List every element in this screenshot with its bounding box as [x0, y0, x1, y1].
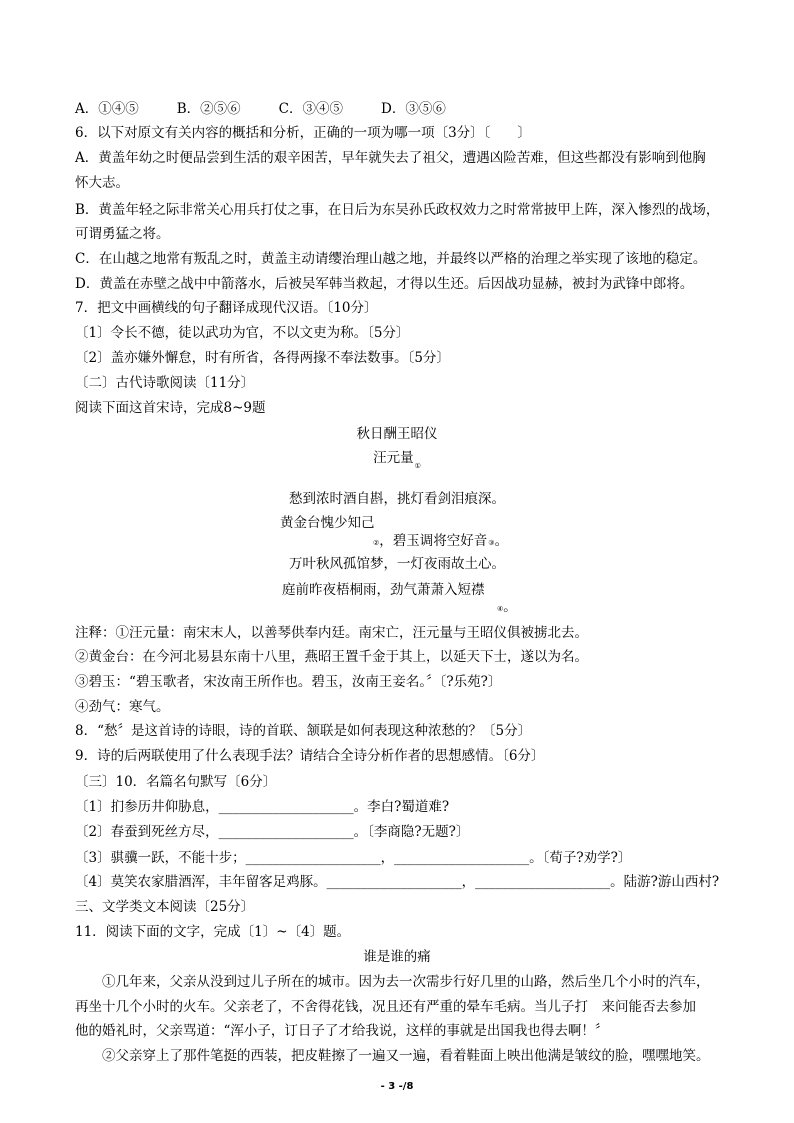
section-poetry-heading: 〔二〕古代诗歌阅读〔11分〕 [75, 375, 255, 391]
poem-line-1: 愁到浓时酒自斟，挑灯看剑泪痕深。 [289, 491, 505, 507]
poem-note-2: ② [373, 539, 380, 547]
poem-title: 秋日酬王昭仪 [356, 426, 438, 442]
q5-options [75, 100, 484, 118]
q6-option-a: A．黄盖年幼之时便品尝到生活的艰辛困苦，早年就失去了祖父，遭遇凶险苦难，但这些都没有影响到他胸 [75, 150, 706, 166]
poem-author: 汪元量 [373, 450, 414, 466]
poem-line-2a: 黄金台愧少知己 [280, 515, 375, 531]
section-literature-heading: 三、文学类文本阅读〔25分〕 [75, 899, 255, 915]
option-b: B．②⑤⑥ [176, 101, 241, 117]
q10-item-3: 〔3〕骐骥一跃，不能十步；____________________，____________________。〔荀子?劝学?〕 [75, 850, 632, 866]
poem-line-4-end: ④。 [497, 599, 517, 615]
option-c: C．③④⑤ [278, 101, 344, 117]
question-7: 7．把文中画横线的句子翻译成现代汉语。〔10分〕 [75, 300, 378, 316]
story-paragraph-1-cont2: 他的婚礼时，父亲骂道：“浑小子，订日子了才给我说，这样的事就是出国我也得去啊！〞 [75, 1023, 609, 1039]
question-10: 〔三〕10．名篇名句默写〔6分〕 [75, 774, 277, 790]
q7-item-1: 〔1〕令长不德，徒以武功为官，不以文吏为称。〔5分〕 [75, 325, 410, 341]
q10-item-4: 〔4〕莫笑农家腊酒浑，丰年留客足鸡豚。____________________，____________________。陆游?游山西村? [75, 874, 720, 890]
option-a: A．①④⑤ [75, 101, 139, 117]
annotation-4: ④劲气：寒气。 [75, 699, 170, 715]
poem-author-note: ① [414, 462, 421, 470]
question-9: 9．诗的后两联使用了什么表现手法？请结合全诗分析作者的思想感情。〔6分〕 [75, 748, 545, 764]
story-paragraph-1: ①几年来，父亲从没到过儿子所在的城市。因为去一次需步行好几里的山路，然后坐几个小时的汽车， [102, 974, 710, 990]
question-8: 8．“愁〞是这首诗的诗眼，诗的首联、颔联是如何表现这种浓愁的？〔5分〕 [75, 723, 532, 739]
poem-line-3: 万叶秋风孤馆梦，一灯夜雨故土心。 [289, 556, 505, 572]
option-d: D．③⑤⑥ [381, 101, 446, 117]
annotation-1: 注释：①汪元量：南宋末人，以善琴供奉内廷。南宋亡，汪元量与王昭仪俱被掳北去。 [75, 625, 588, 641]
q6-option-b-cont: 可谓勇猛之将。 [75, 226, 170, 242]
q10-item-2: 〔2〕春蚕到死丝方尽，____________________。〔李商隐?无题?〕 [75, 824, 470, 840]
question-11: 11．阅读下面的文字，完成〔1〕~〔4〕题。 [75, 924, 351, 940]
question-6: 6．以下对原文有关内容的概括和分析，正确的一项为哪一项〔3分〕〔 〕 [75, 125, 531, 141]
q7-item-2: 〔2〕盖亦嫌外懈怠，时有所省，各得两掾不奉法数事。〔5分〕 [75, 350, 450, 366]
poem-line-2b: ②，碧玉调将空好音③。 [373, 533, 509, 549]
poem-author-line [0, 449, 794, 469]
poem-note-4: ④ [497, 605, 504, 613]
q6-option-d: D．黄盖在赤壁之战中中箭落水，后被吴军韩当救起，才得以生还。后因战功显赫，被封为武锋中郎将。 [75, 276, 694, 292]
story-paragraph-2: ②父亲穿上了那件笔挺的西装，把皮鞋擦了一遍又一遍，看着鞋面上映出他满是皱纹的脸，嘿嘿地笑。 [102, 1048, 710, 1064]
story-paragraph-1-cont: 再坐十几个小时的火车。父亲老了，不舍得花钱，况且还有严重的晕车毛病。当儿子打 来问能否去参加 [75, 999, 696, 1015]
poem-instruction: 阅读下面这首宋诗，完成8~9题 [75, 400, 266, 416]
q6-option-c: C．在山越之地常有叛乱之时，黄盖主动请缨治理山越之地，并最终以严格的治理之举实现了该地的稳定。 [75, 251, 707, 267]
page-number: - 3 -/8 [380, 1081, 414, 1092]
q10-item-1: 〔1〕扪参历井仰胁息，____________________。李白?蜀道难? [75, 799, 450, 815]
q6-option-a-cont: 怀大志。 [75, 175, 129, 191]
poem-line-4: 庭前昨夜梧桐雨，劲气萧萧入短襟 [282, 582, 485, 598]
q6-option-b: B．黄盖年轻之际非常关心用兵打仗之事，在日后为东吴孙氏政权效力之时常常披甲上阵，深入惨烈的战场， [75, 202, 720, 218]
poem-note-3: ③ [488, 539, 495, 547]
story-title: 谁是谁的痛 [363, 949, 431, 965]
annotation-3: ③碧玉：“碧玉歌者，宋汝南王所作也。碧玉，汝南王妾名。〞〔?乐苑?〕 [75, 674, 502, 690]
annotation-2: ②黄金台：在今河北易县东南十八里，燕昭王置千金于其上，以延天下士，遂以为名。 [75, 649, 588, 665]
